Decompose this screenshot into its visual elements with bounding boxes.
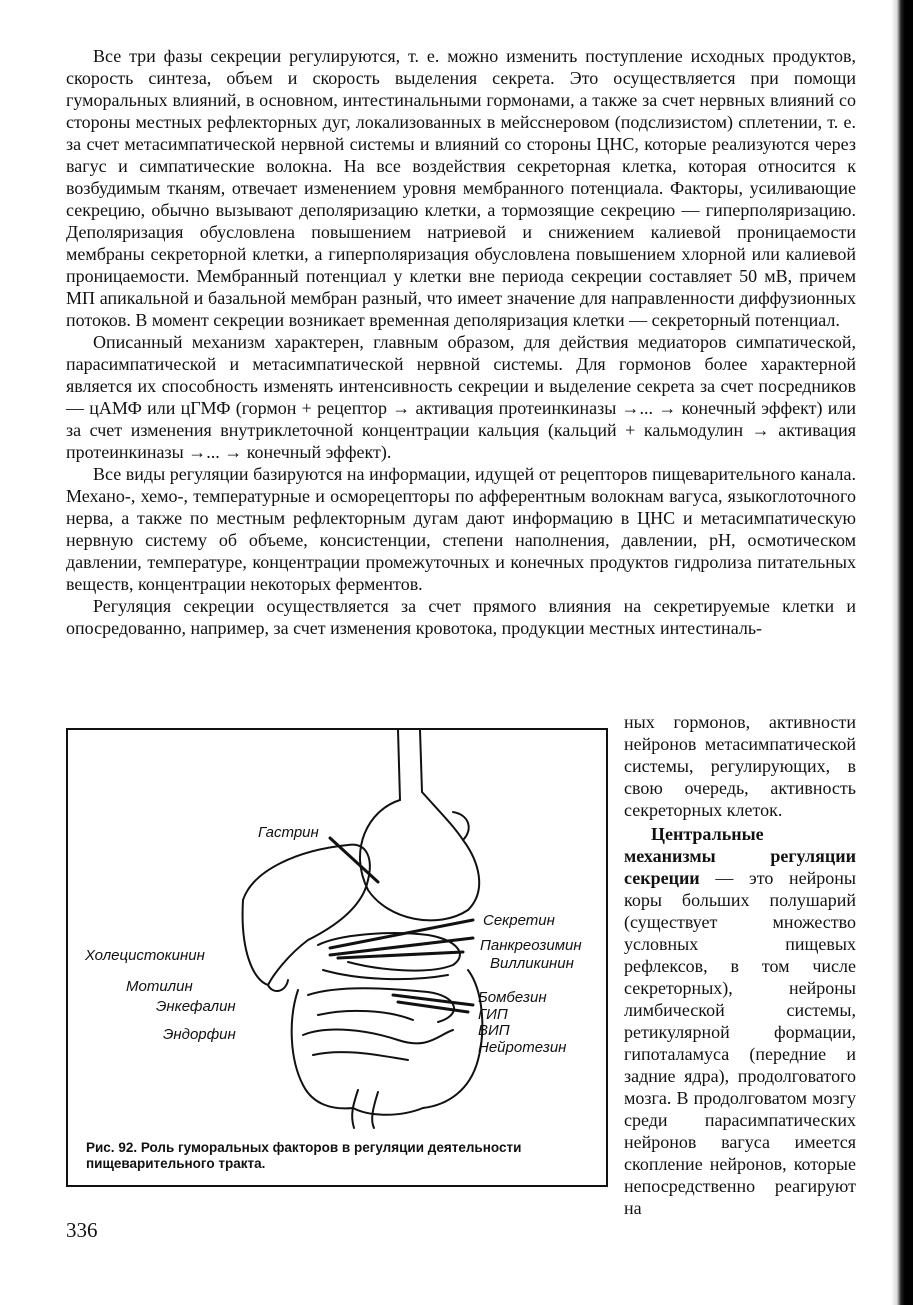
label-pancreozymin: Панкреозимин xyxy=(480,937,582,954)
paragraph-mechanism: Описанный механизм характерен, главным образом, для действия медиаторов симпатической, парасимпатической и метасимпатической нервной системы. Для гормонов более характерной является их способность изменять интенсивность секреции и выделение секрета за счет посредников — цАМФ или цГМФ (гормон + рецептор → активация протеинкиназы →... → конечный эффект) или за счет изменения внутриклеточной концентрации кальция (кальций + кальмодулин → активация протеинкиназы →... → конечный эффект). xyxy=(66,332,856,462)
side-continuation: ных гормонов, активности нейронов метасимпатической системы, регулирующих, в свою очередь, активность секреторных клеток. xyxy=(624,712,856,820)
label-bombesin: Бомбезин xyxy=(478,989,547,1006)
label-enkephalin: Энкефалин xyxy=(156,998,236,1015)
label-vip: ВИП xyxy=(478,1022,510,1039)
side-central-mechanisms xyxy=(624,823,856,1219)
figure-92 xyxy=(66,728,608,1187)
paragraph-receptors: Все виды регуляции базируются на информации, идущей от рецепторов пищеварительного канала. Механо-, хемо-, температурные и осморецепторы по афферентным волокнам вагуса, языкоглоточного нерва, а также по местным рефлекторным дугам дают информацию в ЦНС и метасимпатическую нервную систему об объеме, консистенции, степени наполнения, давлении, pH, осмотическом давлении, температуре, концентрации промежуточных и конечных продуктов гидролиза питательных веществ, концентрации некоторых ферментов. xyxy=(66,464,856,594)
label-gip: ГИП xyxy=(478,1006,508,1023)
label-gastrin: Гастрин xyxy=(258,824,319,841)
label-secretin: Секретин xyxy=(483,912,555,929)
paragraph-secretion-phases: Все три фазы секреции регулируются, т. е. можно изменить поступление исходных продуктов, скорость синтеза, объем и скорость выделения секрета. Это осуществляется при помощи гуморальных влияний, в основном, интестинальными гормонами, а также за счет нервных влияний со стороны местных рефлекторных дуг, локализованных в мейсснеровом (подслизистом) сплетении, т. е. за счет метасимпатической нервной системы и влияний со стороны ЦНС, которые реализуются через вагус и симпатические волокна. На все воздействия секреторная клетка, которая относится к возбудимым тканям, отвечает изменением уровня мембранного потенциала. Факторы, усиливающие секрецию, обычно вызывают деполяризацию клетки, а тормозящие секрецию — гиперполяризацию. Деполяризация обусловлена повышением натриевой и снижением калиевой проницаемости мембраны секреторной клетки, а гиперполяризация обусловлена повышением хлорной или калиевой проницаемости. Мембранный потенциал у клетки вне периода секреции составляет 50 мВ, причем МП апикальной и базальной мембран разный, что имеет значение для направленности диффузионных потоков. В момент секреции возникает временная деполяризация клетки — секреторный потенциал. xyxy=(66,46,856,330)
side-rest: — это нейроны коры больших полушарий (существует множество условных пищевых рефлексов, в том числе секреторных), нейроны лимбической системы, ретикулярной формации, гипоталамуса (передние и задние ядра), продолговатого мозга. В продолговатом мозгу среди парасимпатических нейронов вагуса имеется скопление нейронов, которые непосредственно реагируют на xyxy=(624,868,856,1218)
digestive-tract-drawing xyxy=(68,730,606,1130)
label-endorphin: Эндорфин xyxy=(163,1026,236,1043)
page-edge-shadow xyxy=(891,0,913,1305)
page-number: 336 xyxy=(66,1218,98,1242)
label-cholecystokinin: Холецистокинин xyxy=(85,947,205,964)
main-text-column xyxy=(66,45,856,639)
figure-caption: Рис. 92. Роль гуморальных факторов в регуляции деятельности пищеварительного тракта. xyxy=(86,1140,522,1171)
label-villikinin: Вилликинин xyxy=(490,955,574,972)
side-text-column xyxy=(624,711,856,1219)
paragraph-regulation: Регуляция секреции осуществляется за счет прямого влияния на секретируемые клетки и опосредованно, например, за счет изменения кровотока, продукции местных интестиналь- xyxy=(66,596,856,638)
label-motilin: Мотилин xyxy=(126,978,193,995)
side-bold-lead: Центральные механизмы регуляции секреции xyxy=(624,824,856,888)
label-neurotensin: Нейротезин xyxy=(478,1039,567,1056)
